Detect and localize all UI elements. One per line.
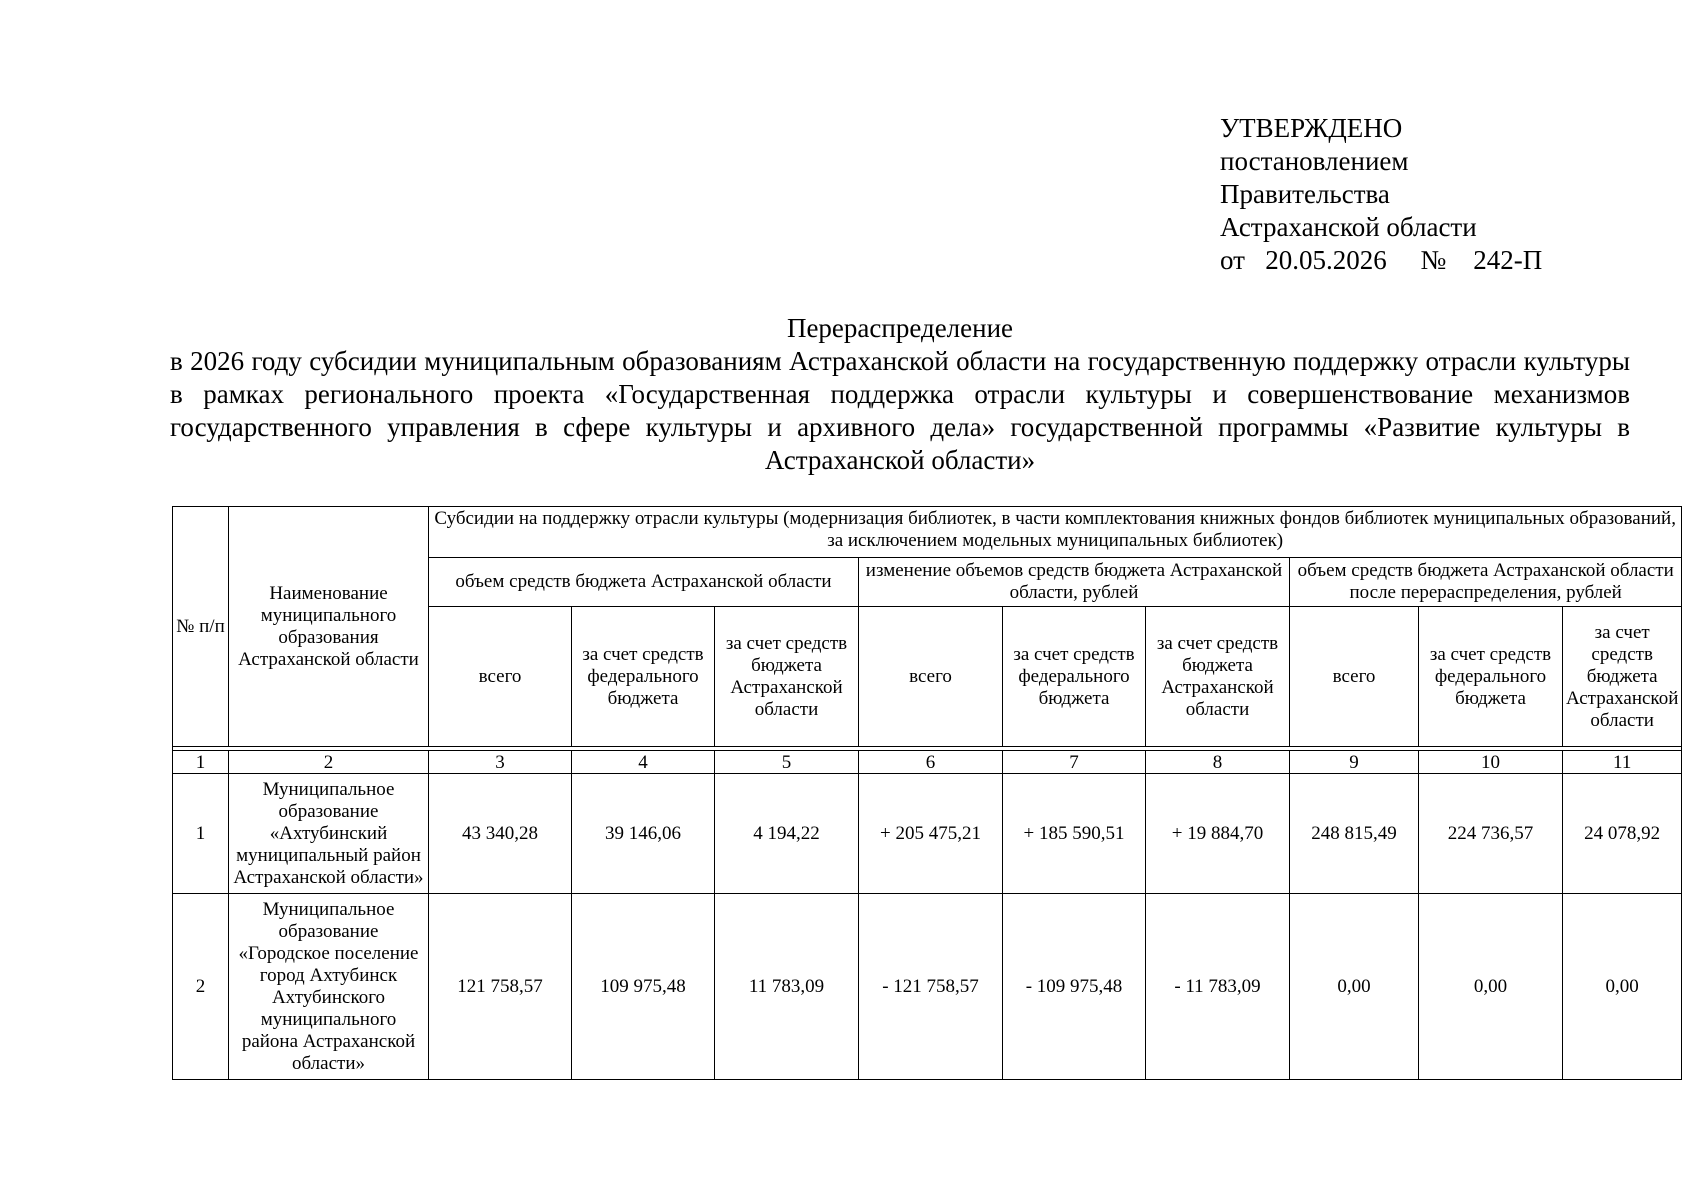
column-number: 8 — [1146, 751, 1290, 774]
column-number: 1 — [173, 751, 229, 774]
header-total: всего — [1290, 607, 1419, 747]
approval-line: Астраханской области — [1220, 212, 1477, 242]
value-cell: 11 783,09 — [715, 894, 859, 1080]
value-cell: 224 736,57 — [1419, 774, 1563, 894]
header-group-initial: объем средств бюджета Астраханской области — [429, 558, 859, 607]
header-regional: за счет средств бюджета Астраханской области — [715, 607, 859, 747]
header-total: всего — [429, 607, 572, 747]
header-regional: за счет средств бюджета Астраханской области — [1146, 607, 1290, 747]
header-group-after: объем средств бюджета Астраханской области после перераспределения, рублей — [1290, 558, 1682, 607]
value-cell: 0,00 — [1563, 894, 1682, 1080]
header-federal: за счет средств федерального бюджета — [1419, 607, 1563, 747]
value-cell: - 109 975,48 — [1003, 894, 1146, 1080]
header-subsidy: Субсидии на поддержку отрасли культуры (модернизация библиотек, в части комплектования книжных фондов библиотек муниципальных образований, за исключением модельных муниципальных библиотек) — [429, 507, 1682, 558]
header-total: всего — [859, 607, 1003, 747]
value-cell: 4 194,22 — [715, 774, 859, 894]
header-group-change: изменение объемов средств бюджета Астраханской области, рублей — [859, 558, 1290, 607]
header-name: Наименование муниципального образования Астраханской области — [229, 507, 429, 747]
value-cell: - 121 758,57 — [859, 894, 1003, 1080]
column-number: 11 — [1563, 751, 1682, 774]
approval-line: УТВЕРЖДЕНО — [1220, 113, 1403, 143]
header-federal: за счет средств федерального бюджета — [1003, 607, 1146, 747]
municipality-name: Муниципальное образование «Ахтубинский муниципальный район Астраханской области» — [229, 774, 429, 894]
column-number: 3 — [429, 751, 572, 774]
column-number-row — [173, 751, 1682, 774]
approval-line: постановлением — [1220, 146, 1409, 176]
value-cell: 248 815,49 — [1290, 774, 1419, 894]
column-number: 10 — [1419, 751, 1563, 774]
column-number: 6 — [859, 751, 1003, 774]
value-cell: 121 758,57 — [429, 894, 572, 1080]
column-number: 7 — [1003, 751, 1146, 774]
municipality-name: Муниципальное образование «Городское поселение город Ахтубинск Ахтубинского муниципального района Астраханской области» — [229, 894, 429, 1080]
column-number: 4 — [572, 751, 715, 774]
table-row — [173, 774, 1682, 894]
value-cell: + 19 884,70 — [1146, 774, 1290, 894]
approval-date-number: от 20.05.2026 № 242-П — [1220, 245, 1543, 275]
column-number: 9 — [1290, 751, 1419, 774]
column-number: 2 — [229, 751, 429, 774]
value-cell: 0,00 — [1290, 894, 1419, 1080]
header-federal: за счет средств федерального бюджета — [572, 607, 715, 747]
subsidy-table — [172, 506, 1682, 1080]
table-row — [173, 894, 1682, 1080]
value-cell: - 11 783,09 — [1146, 894, 1290, 1080]
header-regional: за счет средств бюджета Астраханской области — [1563, 607, 1682, 747]
value-cell: 24 078,92 — [1563, 774, 1682, 894]
document-heading — [170, 312, 1630, 477]
value-cell: + 205 475,21 — [859, 774, 1003, 894]
value-cell: + 185 590,51 — [1003, 774, 1146, 894]
document-subtitle: в 2026 году субсидии муниципальным образованиям Астраханской области на государственную поддержку отрасли культуры в рамках регионального проекта «Государственная поддержка отрасли культуры и совершенствование механизмов государственного управления в сфере культуры и архивного дела» государственной программы «Развитие культуры в Астраханской области» — [170, 346, 1630, 475]
value-cell: 43 340,28 — [429, 774, 572, 894]
value-cell: 0,00 — [1419, 894, 1563, 1080]
column-number: 5 — [715, 751, 859, 774]
row-number: 1 — [173, 774, 229, 894]
approval-line: Правительства — [1220, 179, 1390, 209]
document-title: Перераспределение — [786, 313, 1014, 343]
header-num: № п/п — [173, 507, 229, 747]
row-number: 2 — [173, 894, 229, 1080]
value-cell: 109 975,48 — [572, 894, 715, 1080]
value-cell: 39 146,06 — [572, 774, 715, 894]
approval-stamp — [1220, 112, 1542, 277]
